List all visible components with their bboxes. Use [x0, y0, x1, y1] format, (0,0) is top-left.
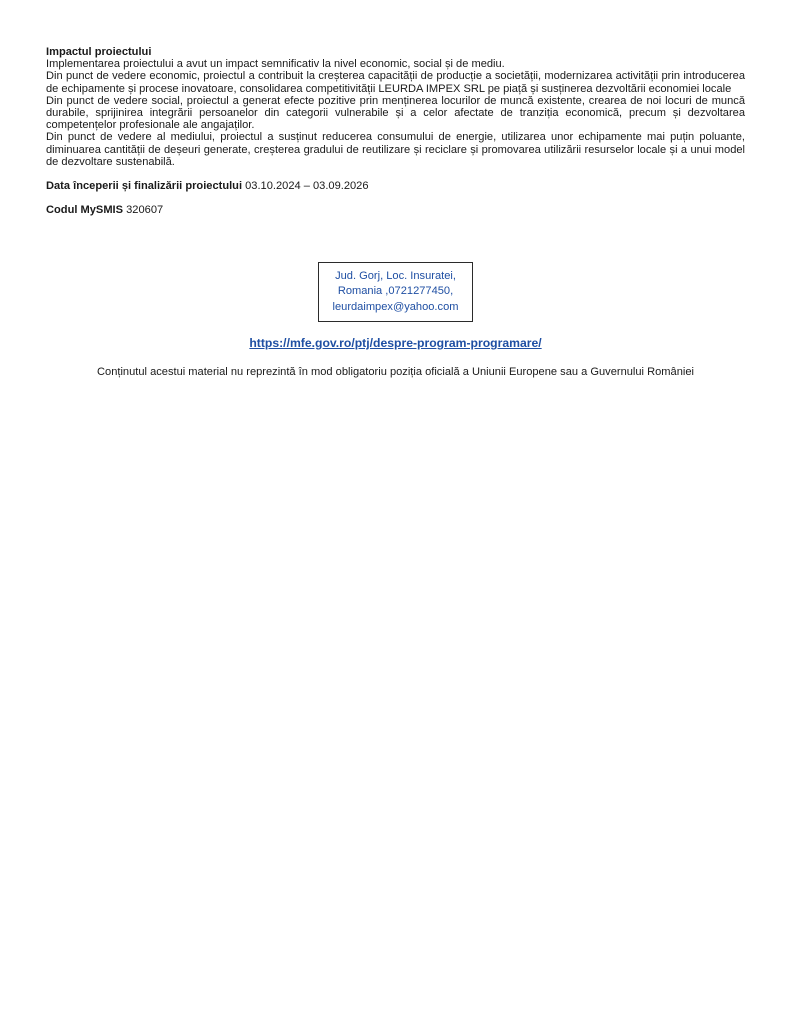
program-website-link[interactable]: https://mfe.gov.ro/ptj/despre-program-programare/: [249, 336, 542, 350]
eu-disclaimer: Conținutul acestui material nu reprezintă în mod obligatoriu poziția oficială a Uniunii Europene sau a Guvernului României: [97, 366, 694, 378]
mysmis-code-label: Codul MySMIS: [46, 204, 124, 217]
project-dates-value: 03.10.2024 – 03.09.2026: [245, 180, 369, 193]
project-dates: [46, 180, 745, 192]
contact-email[interactable]: leurdaimpex@yahoo.com: [332, 300, 459, 313]
impact-paragraph-economic: Din punct de vedere economic, proiectul a contribuit la creșterea capacității de producție a societății, modernizarea activității prin introducerea de echipamente și procese inovatoare, consolidarea competitivității LEURDA IMPEX SRL pe piață și susținerea dezvoltării economiei locale: [46, 70, 745, 95]
impact-paragraph-intro: Implementarea proiectului a avut un impact semnificativ la nivel economic, social și de mediu.: [46, 58, 505, 71]
contact-address-line: Jud. Gorj, Loc. Insuratei,: [335, 270, 456, 282]
project-dates-label: Data începerii și finalizării proiectului: [46, 180, 243, 193]
mysmis-code-value: 320607: [126, 204, 164, 217]
contact-box: [318, 262, 473, 322]
document-body: [46, 46, 745, 216]
impact-paragraph-environment: Din punct de vedere al mediului, proiectul a susținut reducerea consumului de energie, utilizarea unor echipamente mai puțin poluante, diminuarea cantității de deșeuri generate, creșterea gradului de reutilizare și reciclare și promovarea utilizării resurselor locale și a unui model de dezvoltare sustenabilă.: [46, 131, 745, 168]
contact-country-phone-line: Romania ,0721277450,: [337, 285, 454, 298]
impact-heading: Impactul proiectului: [46, 46, 152, 58]
impact-paragraph-social: Din punct de vedere social, proiectul a generat efecte pozitive prin menținerea locurilor de muncă existente, crearea de noi locuri de muncă durabile, sprijinirea integrării persoanelor din categorii vulnerabile și a celor afectate de tranziția economică, precum și dezvoltarea competențelor profesionale ale angajaților.: [46, 94, 745, 132]
mysmis-code: [46, 204, 745, 216]
